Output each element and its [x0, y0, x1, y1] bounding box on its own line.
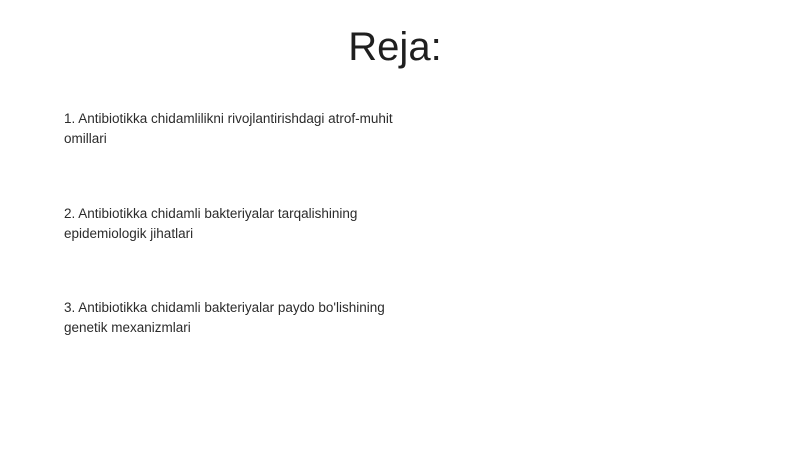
- plan-item-2: 2. Antibiotikka chidamli bakteriyalar tarqalishining epidemiologik jihatlari: [64, 206, 358, 241]
- plan-item-3: 3. Antibiotikka chidamli bakteriyalar paydo bo'lishining genetik mexanizmlari: [64, 300, 385, 335]
- plan-item-1: 1. Antibiotikka chidamlilikni rivojlantirishdagi atrof-muhit omillari: [64, 111, 393, 146]
- slide-title: Reja:: [348, 25, 442, 69]
